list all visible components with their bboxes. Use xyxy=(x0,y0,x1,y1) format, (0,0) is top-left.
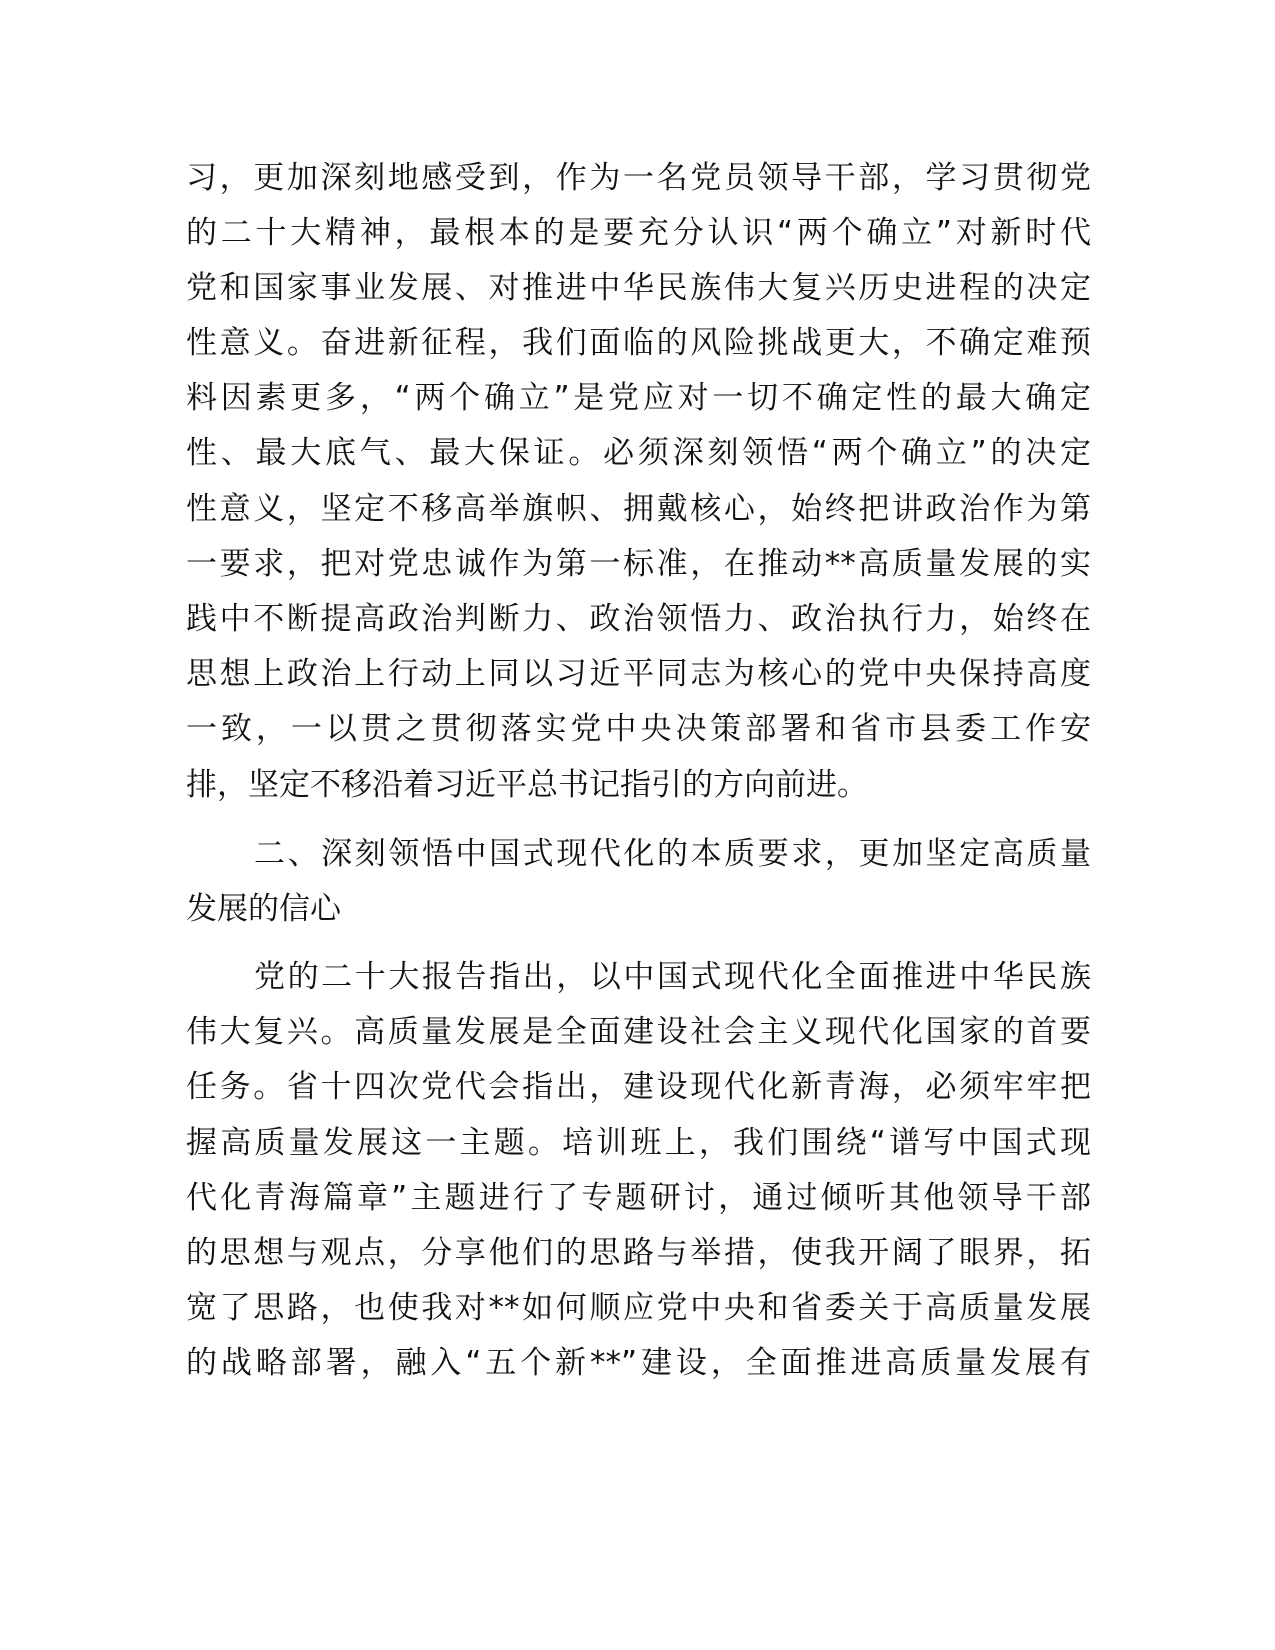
body-text-line: 党和国家事业发展、对推进中华民族伟大复兴历史进程的决定 xyxy=(186,270,1091,306)
section-heading-line: 二、深刻领悟中国式现代化的本质要求，更加坚定高质量 xyxy=(254,836,1091,872)
body-text-line: 性意义，坚定不移高举旗帜、拥戴核心，始终把讲政治作为第 xyxy=(186,491,1091,527)
body-text-line: 践中不断提高政治判断力、政治领悟力、政治执行力，始终在 xyxy=(186,601,1091,637)
body-text-line: 一要求，把对党忠诚作为第一标准，在推动**高质量发展的实 xyxy=(186,546,1091,582)
body-text-line: 宽了思路，也使我对**如何顺应党中央和省委关于高质量发展 xyxy=(186,1290,1091,1326)
body-text-line: 握高质量发展这一主题。培训班上，我们围绕“谱写中国式现 xyxy=(186,1125,1091,1161)
body-text-line: 料因素更多，“两个确立”是党应对一切不确定性的最大确定 xyxy=(186,380,1091,416)
body-text-line: 一致，一以贯之贯彻落实党中央决策部署和省市县委工作安 xyxy=(186,711,1091,747)
body-text-line: 党的二十大报告指出，以中国式现代化全面推进中华民族 xyxy=(254,959,1091,995)
body-text-line: 性、最大底气、最大保证。必须深刻领悟“两个确立”的决定 xyxy=(186,435,1091,471)
body-text-line: 的战略部署，融入“五个新**”建设，全面推进高质量发展有 xyxy=(186,1345,1091,1381)
body-text-line: 的二十大精神，最根本的是要充分认识“两个确立”对新时代 xyxy=(186,215,1091,251)
body-text-line: 习，更加深刻地感受到，作为一名党员领导干部，学习贯彻党 xyxy=(186,160,1091,196)
body-text-line: 排，坚定不移沿着习近平总书记指引的方向前进。 xyxy=(186,767,868,803)
body-text-line: 代化青海篇章”主题进行了专题研讨，通过倾听其他领导干部 xyxy=(186,1180,1091,1216)
body-text-line: 的思想与观点，分享他们的思路与举措，使我开阔了眼界，拓 xyxy=(186,1235,1091,1271)
body-text-line: 任务。省十四次党代会指出，建设现代化新青海，必须牢牢把 xyxy=(186,1069,1091,1105)
section-heading-line: 发展的信心 xyxy=(186,891,341,927)
body-text-line: 伟大复兴。高质量发展是全面建设社会主义现代化国家的首要 xyxy=(186,1014,1091,1050)
body-text-line: 思想上政治上行动上同以习近平同志为核心的党中央保持高度 xyxy=(186,656,1091,692)
body-text-line: 性意义。奋进新征程，我们面临的风险挑战更大，不确定难预 xyxy=(186,325,1091,361)
